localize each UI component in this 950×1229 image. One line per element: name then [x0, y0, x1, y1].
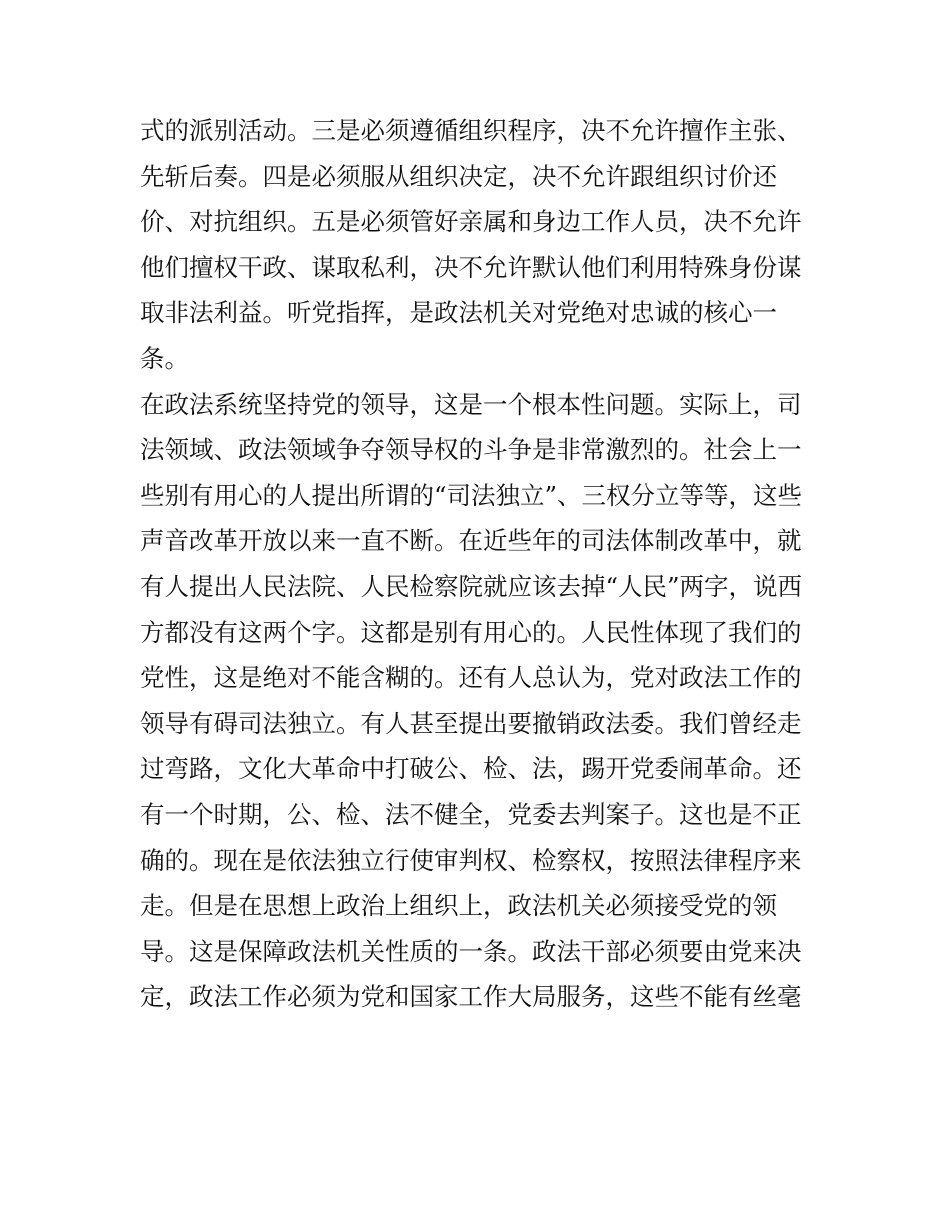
text-line: 式的派别活动。三是必须遵循组织程序，决不允许擅作主张、 [140, 116, 802, 145]
text-line: 党性，这是绝对不能含糊的。还有人总认为，党对政法工作的 [140, 663, 802, 693]
text-line: 在政法系统坚持党的领导，这是一个根本性问题。实际上，司 [140, 389, 802, 419]
text-line: 确的。现在是依法独立行使审判权、检察权，按照法律程序来 [140, 845, 802, 875]
text-line: 有人提出人民法院、人民检察院就应该去掉“人民”两字，说西 [140, 571, 803, 601]
text-line: 领导有碍司法独立。有人甚至提出要撤销政法委。我们曾经走 [140, 708, 802, 738]
text-line: 过弯路，文化大革命中打破公、检、法，踢开党委闹革命。还 [140, 754, 802, 784]
text-line: 取非法利益。听党指挥，是政法机关对党绝对忠诚的核心一 [140, 298, 777, 328]
text-line: 有一个时期，公、检、法不健全，党委去判案子。这也是不正 [140, 799, 802, 829]
text-line: 些别有用心的人提出所谓的“司法独立”、三权分立等等，这些 [140, 480, 803, 510]
text-line: 他们擅权干政、谋取私利，决不允许默认他们利用特殊身份谋 [140, 252, 802, 282]
text-line: 方都没有这两个字。这都是别有用心的。人民性体现了我们的 [140, 617, 802, 647]
text-line: 条。 [140, 343, 189, 373]
text-line: 导。这是保障政法机关性质的一条。政法干部必须要由党来决 [140, 936, 802, 966]
text-line: 定，政法工作必须为党和国家工作大局服务，这些不能有丝毫 [140, 982, 802, 1012]
text-line: 先斩后奏。四是必须服从组织决定，决不允许跟组织讨价还 [140, 161, 777, 191]
text-line: 价、对抗组织。五是必须管好亲属和身边工作人员，决不允许 [140, 207, 802, 237]
text-line: 声音改革开放以来一直不断。在近些年的司法体制改革中，就 [140, 526, 802, 556]
body-text [140, 108, 820, 1020]
text-line: 走。但是在思想上政治上组织上，政法机关必须接受党的领 [140, 891, 777, 921]
text-line: 法领域、政法领域争夺领导权的斗争是非常激烈的。社会上一 [140, 435, 802, 465]
